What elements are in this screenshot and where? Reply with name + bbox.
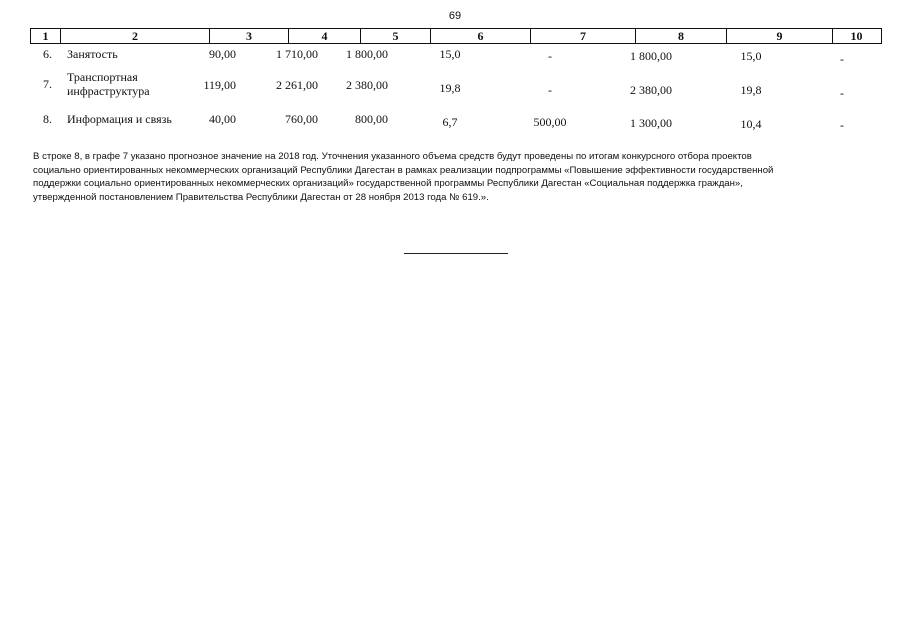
cell-col-5: 2 380,00 xyxy=(346,78,388,92)
cell-col-6: 6,7 xyxy=(442,115,458,129)
cell-col-3: 119,00 xyxy=(203,78,236,92)
cell-col-3: 40,00 xyxy=(209,112,236,126)
cell-col-8: 2 380,00 xyxy=(630,83,672,97)
row-number: 8. xyxy=(43,112,52,126)
row-number: 7. xyxy=(43,77,52,91)
header-col-5: 5 xyxy=(361,29,431,43)
cell-col-8: 1 800,00 xyxy=(630,49,672,63)
cell-col-10: - xyxy=(840,118,844,132)
row-name: Информация и связь xyxy=(67,112,172,126)
cell-col-9: 15,0 xyxy=(740,49,762,63)
cell-col-3: 90,00 xyxy=(209,47,236,61)
page-number: 69 xyxy=(448,10,462,22)
footnote-text: В строке 8, в графе 7 указано прогнозное значение на 2018 год. Уточнения указанного объема средств будут проведены по итогам конкурсного отбора проектов социально ориентированных некоммерческих организаций Республики Дагестан в рамках реализации подпрограммы «Повышение эффективности государственной поддержки социально ориентированных некоммерческих организаций» государственной программы Республики Дагестан «Социальная поддержка граждан», утвержденной постановлением Правительства Республики Дагестан от 28 ноября 2013 года № 619.». xyxy=(33,151,774,203)
header-col-4: 4 xyxy=(289,29,361,43)
row-number: 6. xyxy=(43,47,52,61)
cell-col-7: - xyxy=(548,83,552,97)
header-col-1: 1 xyxy=(31,29,61,43)
cell-col-8: 1 300,00 xyxy=(630,116,672,130)
header-col-9: 9 xyxy=(727,29,833,43)
header-col-2: 2 xyxy=(61,29,210,43)
end-rule-divider xyxy=(404,253,508,254)
cell-col-4: 1 710,00 xyxy=(276,47,318,61)
header-col-8: 8 xyxy=(636,29,727,43)
cell-col-4: 2 261,00 xyxy=(276,78,318,92)
row-name-line-2: инфраструктура xyxy=(67,84,150,98)
cell-col-5: 1 800,00 xyxy=(346,47,388,61)
header-col-3: 3 xyxy=(210,29,289,43)
cell-col-9: 10,4 xyxy=(740,117,762,131)
cell-col-6: 19,8 xyxy=(439,81,461,95)
table-header-row xyxy=(30,28,882,44)
cell-col-5: 800,00 xyxy=(355,112,388,126)
header-col-10: 10 xyxy=(850,29,863,43)
header-col-6: 6 xyxy=(431,29,531,43)
cell-col-7: - xyxy=(548,49,552,63)
cell-col-10: - xyxy=(840,52,844,66)
cell-col-4: 760,00 xyxy=(285,112,318,126)
cell-col-9: 19,8 xyxy=(740,83,762,97)
cell-col-6: 15,0 xyxy=(439,47,461,61)
cell-col-10: - xyxy=(840,86,844,100)
cell-col-7: 500,00 xyxy=(533,115,567,129)
row-name: Транспортная xyxy=(67,70,138,84)
row-name: Занятость xyxy=(67,47,118,61)
header-col-7: 7 xyxy=(531,29,636,43)
